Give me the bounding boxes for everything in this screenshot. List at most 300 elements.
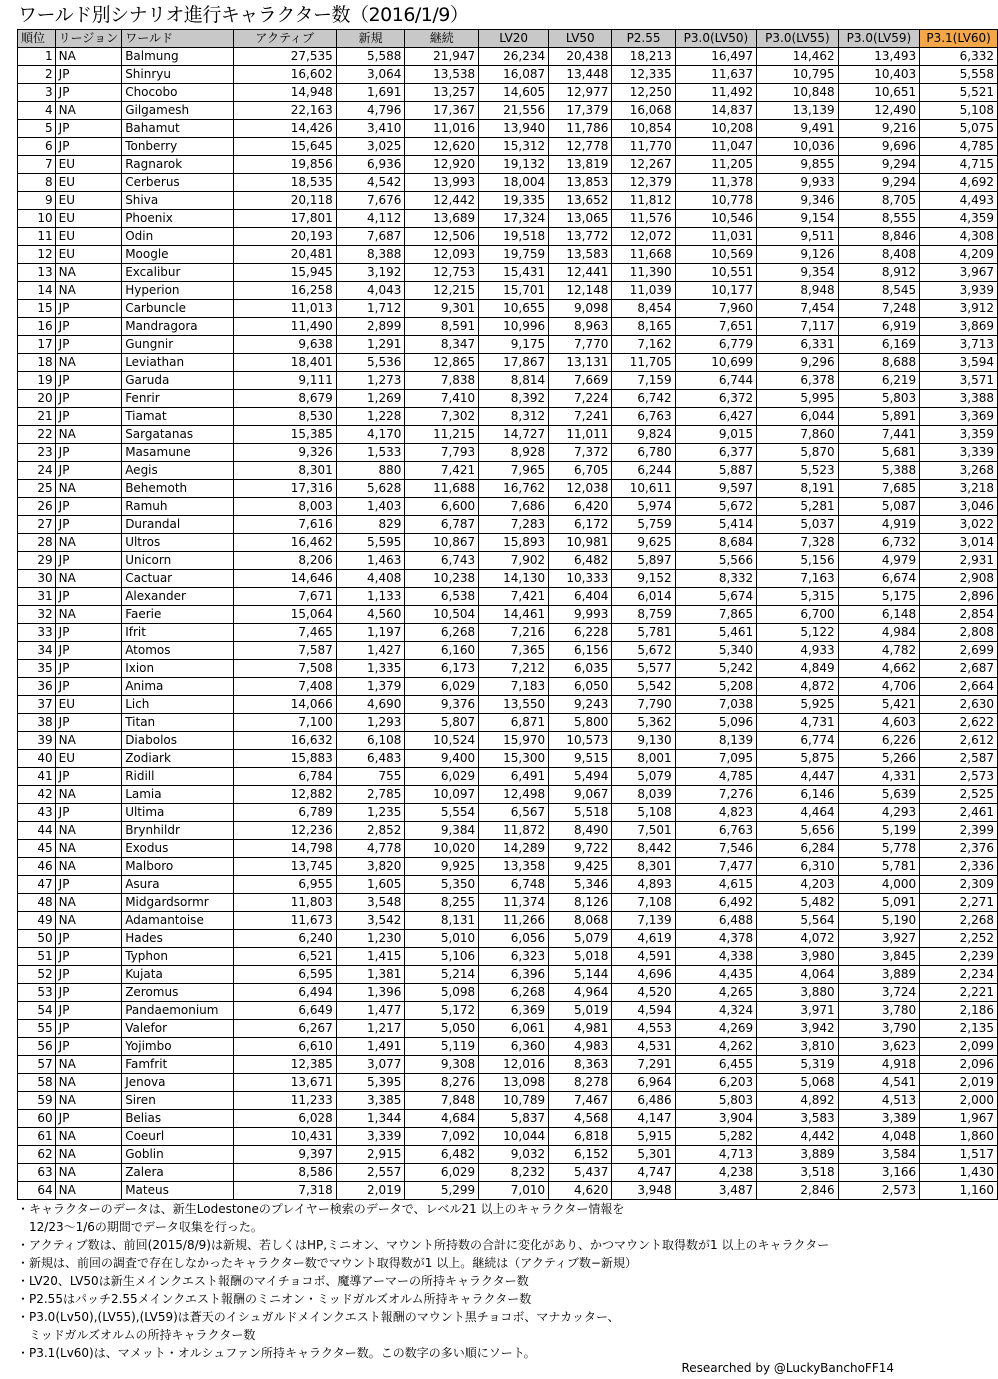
- table-cell: NA: [55, 570, 122, 588]
- table-cell: 11,872: [479, 822, 549, 840]
- table-cell: 4,984: [838, 624, 920, 642]
- table-cell: 7,108: [612, 894, 675, 912]
- table-cell: 4,338: [675, 948, 757, 966]
- table-cell: 7,139: [612, 912, 675, 930]
- table-cell: JP: [55, 660, 122, 678]
- table-row: [18, 516, 998, 534]
- table-cell: 5,018: [549, 948, 612, 966]
- table-cell: 5,554: [405, 804, 479, 822]
- table-cell: Phoenix: [122, 210, 233, 228]
- column-header: LV50: [549, 30, 612, 48]
- table-cell: 11,011: [549, 426, 612, 444]
- table-cell: 5,319: [757, 1056, 839, 1074]
- table-cell: NA: [55, 282, 122, 300]
- table-cell: 8,392: [479, 390, 549, 408]
- table-cell: 17,801: [233, 210, 336, 228]
- table-row: [18, 750, 998, 768]
- table-cell: 5,781: [612, 624, 675, 642]
- table-cell: 18: [18, 354, 56, 372]
- table-cell: 7,965: [479, 462, 549, 480]
- table-cell: 9,216: [838, 120, 920, 138]
- table-cell: 23: [18, 444, 56, 462]
- table-cell: 5,800: [549, 714, 612, 732]
- table-cell: 38: [18, 714, 56, 732]
- table-cell: 7,848: [405, 1092, 479, 1110]
- table-cell: 2,000: [920, 1092, 998, 1110]
- table-cell: 6,014: [612, 588, 675, 606]
- table-cell: 36: [18, 678, 56, 696]
- table-cell: 4,692: [920, 174, 998, 192]
- table-cell: 14,426: [233, 120, 336, 138]
- table-cell: 4,262: [675, 1038, 757, 1056]
- table-cell: 1,133: [336, 588, 405, 606]
- table-cell: 1,344: [336, 1110, 405, 1128]
- table-cell: 3,810: [757, 1038, 839, 1056]
- table-cell: 4,331: [838, 768, 920, 786]
- table-cell: 8,846: [838, 228, 920, 246]
- table-cell: 15,312: [479, 138, 549, 156]
- table-cell: 2: [18, 66, 56, 84]
- table-cell: 8,312: [479, 408, 549, 426]
- table-cell: 13,493: [838, 48, 920, 66]
- table-row: [18, 552, 998, 570]
- table-cell: 6,152: [549, 1146, 612, 1164]
- table-cell: 15,945: [233, 264, 336, 282]
- table-cell: 4,269: [675, 1020, 757, 1038]
- table-cell: 1,477: [336, 1002, 405, 1020]
- table-cell: JP: [55, 624, 122, 642]
- table-cell: Ramuh: [122, 498, 233, 516]
- table-cell: 2,186: [920, 1002, 998, 1020]
- table-cell: 4,713: [675, 1146, 757, 1164]
- table-cell: Ultima: [122, 804, 233, 822]
- table-row: [18, 1074, 998, 1092]
- table-cell: 4,696: [612, 966, 675, 984]
- table-cell: 10,778: [675, 192, 757, 210]
- table-cell: 9,925: [405, 858, 479, 876]
- table-cell: 3,077: [336, 1056, 405, 1074]
- table-cell: EU: [55, 750, 122, 768]
- table-row: [18, 1146, 998, 1164]
- table-cell: 5,350: [405, 876, 479, 894]
- table-cell: NA: [55, 534, 122, 552]
- table-cell: 17,867: [479, 354, 549, 372]
- table-cell: 12,072: [612, 228, 675, 246]
- table-cell: 13,131: [549, 354, 612, 372]
- table-cell: 14,605: [479, 84, 549, 102]
- column-header: 順位: [18, 30, 56, 48]
- table-cell: 3: [18, 84, 56, 102]
- table-cell: Coeurl: [122, 1128, 233, 1146]
- table-cell: Brynhildr: [122, 822, 233, 840]
- table-cell: 3,980: [757, 948, 839, 966]
- table-cell: 13,745: [233, 858, 336, 876]
- footnote-line: ・LV20、LV50は新生メインクエスト報酬のマイチョコボ、魔導アーマーの所持キャラクター数: [17, 1274, 529, 1288]
- table-cell: 5,437: [549, 1164, 612, 1182]
- table-cell: 7,616: [233, 516, 336, 534]
- table-cell: 5,091: [838, 894, 920, 912]
- footnotes: [17, 1200, 987, 1362]
- table-cell: 3,388: [920, 390, 998, 408]
- column-header: P3.0(LV59): [838, 30, 920, 48]
- table-cell: 3,904: [675, 1110, 757, 1128]
- table-cell: 5,421: [838, 696, 920, 714]
- table-cell: 11,576: [612, 210, 675, 228]
- table-cell: 15,701: [479, 282, 549, 300]
- table-cell: 6,742: [612, 390, 675, 408]
- table-cell: 3,339: [920, 444, 998, 462]
- table-cell: 4,731: [757, 714, 839, 732]
- table-cell: 12,620: [405, 138, 479, 156]
- table-cell: 9,638: [233, 336, 336, 354]
- table-cell: 6,763: [612, 408, 675, 426]
- table-cell: 16: [18, 318, 56, 336]
- table-cell: 5,542: [612, 678, 675, 696]
- table-cell: 1,427: [336, 642, 405, 660]
- table-cell: 8: [18, 174, 56, 192]
- table-cell: 4,919: [838, 516, 920, 534]
- table-cell: 6,156: [549, 642, 612, 660]
- table-cell: 15,645: [233, 138, 336, 156]
- table-cell: 5,595: [336, 534, 405, 552]
- table-cell: 3,967: [920, 264, 998, 282]
- table-cell: 10,097: [405, 786, 479, 804]
- table-cell: 4,308: [920, 228, 998, 246]
- table-cell: Excalibur: [122, 264, 233, 282]
- table-row: [18, 174, 998, 192]
- table-cell: 10,867: [405, 534, 479, 552]
- table-cell: 16,258: [233, 282, 336, 300]
- table-cell: 6,377: [675, 444, 757, 462]
- table-cell: 4: [18, 102, 56, 120]
- column-header: P3.1(LV60): [920, 30, 998, 48]
- table-cell: 5,837: [479, 1110, 549, 1128]
- table-cell: 7,501: [612, 822, 675, 840]
- table-cell: 8,814: [479, 372, 549, 390]
- table-cell: 5,175: [838, 588, 920, 606]
- table-cell: 6,035: [549, 660, 612, 678]
- table-cell: 6,567: [479, 804, 549, 822]
- table-cell: JP: [55, 768, 122, 786]
- table-cell: 10,036: [757, 138, 839, 156]
- table-cell: 5,098: [405, 984, 479, 1002]
- table-cell: 12,038: [549, 480, 612, 498]
- table-cell: 2,234: [920, 966, 998, 984]
- table-cell: 10,611: [612, 480, 675, 498]
- table-cell: 5,803: [675, 1092, 757, 1110]
- table-cell: 7,546: [675, 840, 757, 858]
- table-cell: 6,919: [838, 318, 920, 336]
- table-cell: 58: [18, 1074, 56, 1092]
- table-cell: 6,240: [233, 930, 336, 948]
- table-cell: 5: [18, 120, 56, 138]
- table-cell: 7,790: [612, 696, 675, 714]
- table-cell: 11,390: [612, 264, 675, 282]
- table-cell: 4,615: [675, 876, 757, 894]
- table-cell: 4,147: [612, 1110, 675, 1128]
- table-cell: 4,849: [757, 660, 839, 678]
- table-cell: 14: [18, 282, 56, 300]
- table-cell: 8,912: [838, 264, 920, 282]
- table-cell: 4,933: [757, 642, 839, 660]
- table-cell: NA: [55, 822, 122, 840]
- table-cell: 16,602: [233, 66, 336, 84]
- table-cell: 12,442: [405, 192, 479, 210]
- table-cell: 4,209: [920, 246, 998, 264]
- table-cell: 11,637: [675, 66, 757, 84]
- table-cell: 7,793: [405, 444, 479, 462]
- table-cell: 10,655: [479, 300, 549, 318]
- table-cell: Zalera: [122, 1164, 233, 1182]
- table-cell: 4,591: [612, 948, 675, 966]
- table-row: [18, 282, 998, 300]
- table-cell: Belias: [122, 1110, 233, 1128]
- table-cell: NA: [55, 732, 122, 750]
- table-cell: 8,332: [675, 570, 757, 588]
- table-cell: 6,427: [675, 408, 757, 426]
- table-cell: 5,119: [405, 1038, 479, 1056]
- table-cell: 9,308: [405, 1056, 479, 1074]
- table-cell: 7,328: [757, 534, 839, 552]
- table-cell: 6,538: [405, 588, 479, 606]
- table-cell: 5,395: [336, 1074, 405, 1092]
- table-cell: 5,803: [838, 390, 920, 408]
- table-cell: 4,520: [612, 984, 675, 1002]
- table-cell: 6,964: [612, 1074, 675, 1092]
- table-cell: NA: [55, 606, 122, 624]
- footnote-line: 12/23〜1/6の期間でデータ収集を行った。: [17, 1220, 263, 1234]
- table-cell: 2,630: [920, 696, 998, 714]
- table-cell: 7,092: [405, 1128, 479, 1146]
- table-cell: Aegis: [122, 462, 233, 480]
- table-cell: 3,571: [920, 372, 998, 390]
- table-row: [18, 588, 998, 606]
- table-cell: Behemoth: [122, 480, 233, 498]
- table-cell: Hyperion: [122, 282, 233, 300]
- table-cell: 6,780: [612, 444, 675, 462]
- table-cell: 21,556: [479, 102, 549, 120]
- table-cell: JP: [55, 120, 122, 138]
- table-cell: 1,335: [336, 660, 405, 678]
- column-header: 継続: [405, 30, 479, 48]
- table-row: [18, 1056, 998, 1074]
- table-cell: 10,238: [405, 570, 479, 588]
- table-row: [18, 228, 998, 246]
- table-cell: Cerberus: [122, 174, 233, 192]
- table-cell: Faerie: [122, 606, 233, 624]
- table-cell: NA: [55, 48, 122, 66]
- table-cell: 4,603: [838, 714, 920, 732]
- table-cell: 1,197: [336, 624, 405, 642]
- table-cell: JP: [55, 930, 122, 948]
- table-cell: 6,172: [549, 516, 612, 534]
- table-cell: 19,132: [479, 156, 549, 174]
- table-row: [18, 1164, 998, 1182]
- table-cell: 5,362: [612, 714, 675, 732]
- table-cell: 14,130: [479, 570, 549, 588]
- table-cell: JP: [55, 318, 122, 336]
- table-cell: 5,891: [838, 408, 920, 426]
- table-cell: 2,135: [920, 1020, 998, 1038]
- table-cell: 6,268: [479, 984, 549, 1002]
- table-cell: 55: [18, 1020, 56, 1038]
- table-cell: 5,301: [612, 1146, 675, 1164]
- table-cell: 8,347: [405, 336, 479, 354]
- table-cell: 8,301: [612, 858, 675, 876]
- table-cell: 3,359: [920, 426, 998, 444]
- table-cell: 11,016: [405, 120, 479, 138]
- table-cell: 45: [18, 840, 56, 858]
- table-cell: 2,664: [920, 678, 998, 696]
- table-row: [18, 498, 998, 516]
- table-cell: 8,555: [838, 210, 920, 228]
- table-cell: 10,795: [757, 66, 839, 84]
- table-cell: NA: [55, 858, 122, 876]
- table-cell: 49: [18, 912, 56, 930]
- table-cell: 53: [18, 984, 56, 1002]
- table-cell: 6,284: [757, 840, 839, 858]
- table-cell: 5,778: [838, 840, 920, 858]
- table-cell: 3,880: [757, 984, 839, 1002]
- table-cell: 2,336: [920, 858, 998, 876]
- table-cell: 5,566: [675, 552, 757, 570]
- table-cell: 8,363: [549, 1056, 612, 1074]
- table-cell: 31: [18, 588, 56, 606]
- table-cell: 8,206: [233, 552, 336, 570]
- table-cell: 6,494: [233, 984, 336, 1002]
- table-row: [18, 570, 998, 588]
- table-cell: 15,431: [479, 264, 549, 282]
- table-cell: 7,318: [233, 1182, 336, 1200]
- table-cell: 13,538: [405, 66, 479, 84]
- table-cell: 10,981: [549, 534, 612, 552]
- table-row: [18, 1110, 998, 1128]
- table-cell: Shinryu: [122, 66, 233, 84]
- table-cell: 12,498: [479, 786, 549, 804]
- table-row: [18, 480, 998, 498]
- table-cell: 1,967: [920, 1110, 998, 1128]
- table-cell: 37: [18, 696, 56, 714]
- table-cell: 4,513: [838, 1092, 920, 1110]
- table-cell: 6,492: [675, 894, 757, 912]
- world-stats-table: [17, 29, 998, 1200]
- table-row: [18, 606, 998, 624]
- table-cell: 1,293: [336, 714, 405, 732]
- table-cell: 1,415: [336, 948, 405, 966]
- table-cell: 15,300: [479, 750, 549, 768]
- table-row: [18, 840, 998, 858]
- table-cell: 9,067: [549, 786, 612, 804]
- column-header: LV20: [479, 30, 549, 48]
- table-cell: 4,447: [757, 768, 839, 786]
- table-cell: 10,431: [233, 1128, 336, 1146]
- table-cell: 3,845: [838, 948, 920, 966]
- table-row: [18, 210, 998, 228]
- table-cell: 4,684: [405, 1110, 479, 1128]
- table-cell: 5,875: [757, 750, 839, 768]
- table-cell: 9,032: [479, 1146, 549, 1164]
- table-cell: 9,855: [757, 156, 839, 174]
- table-cell: JP: [55, 66, 122, 84]
- table-cell: 6,743: [405, 552, 479, 570]
- table-cell: 9,296: [757, 354, 839, 372]
- table-cell: 4,408: [336, 570, 405, 588]
- table-cell: 7,687: [336, 228, 405, 246]
- table-cell: 8,530: [233, 408, 336, 426]
- table-cell: Balmung: [122, 48, 233, 66]
- table-row: [18, 426, 998, 444]
- table-cell: 4,620: [549, 1182, 612, 1200]
- table-cell: 13,993: [405, 174, 479, 192]
- table-cell: JP: [55, 1038, 122, 1056]
- table-cell: 10,403: [838, 66, 920, 84]
- table-row: [18, 372, 998, 390]
- table-cell: 20,438: [549, 48, 612, 66]
- table-cell: 4,265: [675, 984, 757, 1002]
- table-cell: Garuda: [122, 372, 233, 390]
- table-cell: 5,925: [757, 696, 839, 714]
- table-cell: 8,688: [838, 354, 920, 372]
- table-cell: 2,461: [920, 804, 998, 822]
- table-cell: 4,594: [612, 1002, 675, 1020]
- table-cell: 8,705: [838, 192, 920, 210]
- table-body: [18, 48, 998, 1200]
- table-cell: Unicorn: [122, 552, 233, 570]
- table-cell: 6,595: [233, 966, 336, 984]
- table-cell: 5,681: [838, 444, 920, 462]
- table-cell: Malboro: [122, 858, 233, 876]
- table-cell: JP: [55, 588, 122, 606]
- table-cell: 4,619: [612, 930, 675, 948]
- table-cell: 9,696: [838, 138, 920, 156]
- table-cell: 19,518: [479, 228, 549, 246]
- table-cell: 8,948: [757, 282, 839, 300]
- table-cell: 22,163: [233, 102, 336, 120]
- table-cell: 4,493: [920, 192, 998, 210]
- table-row: [18, 48, 998, 66]
- table-cell: 11,688: [405, 480, 479, 498]
- table-cell: 3,869: [920, 318, 998, 336]
- table-cell: 2,915: [336, 1146, 405, 1164]
- table-cell: Zeromus: [122, 984, 233, 1002]
- table-cell: 2,846: [757, 1182, 839, 1200]
- table-cell: 6,378: [757, 372, 839, 390]
- table-cell: 5,199: [838, 822, 920, 840]
- table-cell: 5,208: [675, 678, 757, 696]
- table-cell: 19,856: [233, 156, 336, 174]
- table-cell: 19,335: [479, 192, 549, 210]
- table-cell: 8,591: [405, 318, 479, 336]
- table-cell: 8,490: [549, 822, 612, 840]
- table-cell: 3,218: [920, 480, 998, 498]
- table-cell: 20: [18, 390, 56, 408]
- table-cell: 12,506: [405, 228, 479, 246]
- table-cell: 8,454: [612, 300, 675, 318]
- table-cell: Masamune: [122, 444, 233, 462]
- table-cell: 2,376: [920, 840, 998, 858]
- footnote-line: ・P2.55はパッチ2.55メインクエスト報酬のミニオン・ミッドガルズオルム所持キャラクター数: [17, 1292, 532, 1306]
- table-cell: 3,713: [920, 336, 998, 354]
- table-cell: EU: [55, 246, 122, 264]
- table-cell: 5,494: [549, 768, 612, 786]
- table-cell: 14,066: [233, 696, 336, 714]
- table-cell: JP: [55, 1110, 122, 1128]
- column-header: P2.55: [612, 30, 675, 48]
- table-cell: 24: [18, 462, 56, 480]
- table-cell: 8,131: [405, 912, 479, 930]
- table-cell: Lich: [122, 696, 233, 714]
- table-cell: 5,106: [405, 948, 479, 966]
